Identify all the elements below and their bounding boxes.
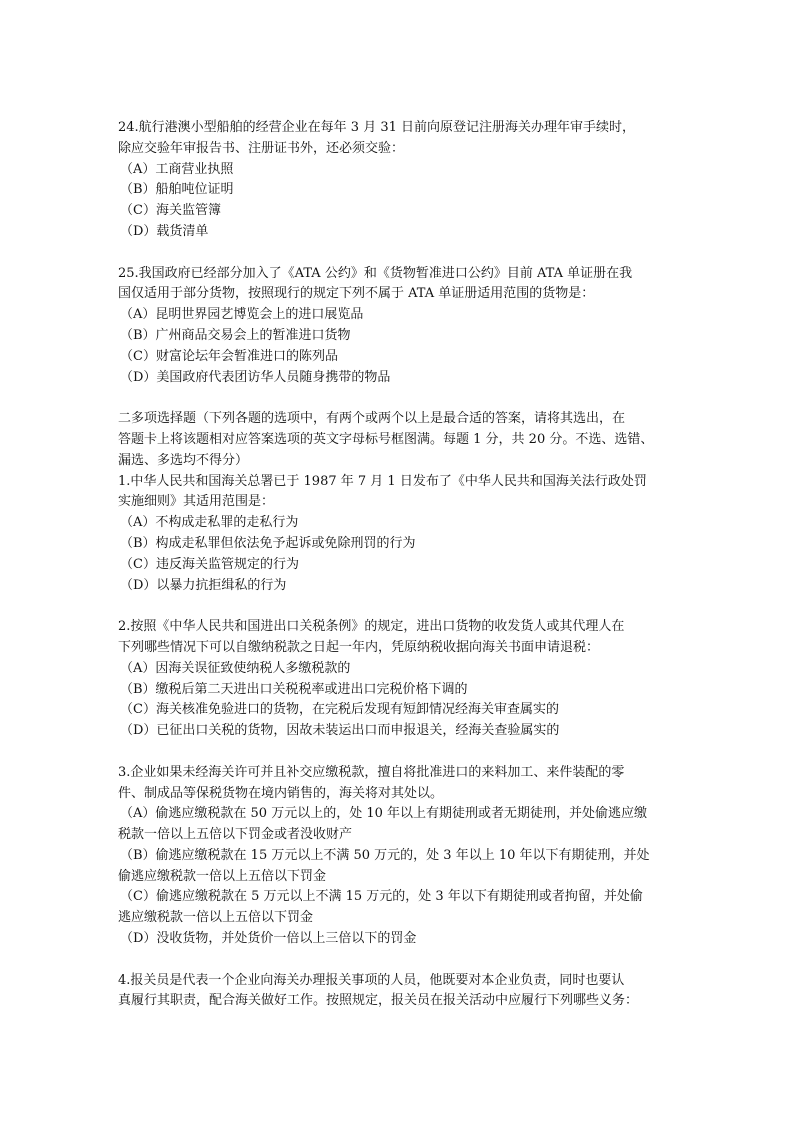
question-24-option-b: （B）船舶吨位证明 <box>120 182 234 198</box>
multi-question-1-option-c: （C）违反海关监管规定的行为 <box>120 556 299 572</box>
question-25-stem-line: 25.我国政府已经部分加入了《ATA 公约》和《货物暂准进口公约》目前 ATA 单证册在我 <box>118 265 633 281</box>
section-2-line: 答题卡上将该题相对应答案选项的英文字母标号框图满。每题 1 分，共 20 分。不选、选错、 <box>118 431 654 447</box>
section-2-line: 漏选、多选均不得分） <box>118 452 249 468</box>
question-25-option-b: （B）广州商品交易会上的暂准进口货物 <box>120 327 351 343</box>
question-24 <box>118 118 678 243</box>
question-24-option-a: （A）工商营业执照 <box>120 161 234 177</box>
question-24-option-d: （D）载货清单 <box>120 223 209 239</box>
multi-question-2-stem-line: 下列哪些情况下可以自缴纳税款之日起一年内，凭原纳税收据向海关书面申请退税： <box>118 639 600 655</box>
multi-question-1-stem-line: 1.中华人民共和国海关总署已于 1987 年 7 月 1 日发布了《中华人民共和国海关法行政处罚 <box>118 473 647 489</box>
multi-question-2-option-d: （D）已征出口关税的货物，因故未装运出口而申报退关，经海关查验属实的 <box>120 723 560 739</box>
multi-question-1-option-d: （D）以暴力抗拒缉私的行为 <box>120 577 287 593</box>
multi-question-2-option-a: （A）因海关误征致使纳税人多缴税款的 <box>120 660 351 676</box>
multi-question-2-option-b: （B）缴税后第二天进出口关税税率或进出口完税价格下调的 <box>120 681 468 697</box>
multi-question-1-option-a: （A）不构成走私罪的走私行为 <box>120 515 299 531</box>
multi-question-3-option-b-cont: 偷逃应缴税款一倍以上五倍以下罚金 <box>118 868 327 884</box>
multi-question-2 <box>118 617 678 742</box>
question-25-option-d: （D）美国政府代表团访华人员随身携带的物品 <box>120 369 391 385</box>
question-24-stem-line: 除应交验年审报告书、注册证书外，还必须交验： <box>118 140 405 156</box>
section-2-instructions <box>118 409 678 471</box>
document-page <box>118 118 678 1012</box>
spacer <box>118 596 678 617</box>
multi-question-3-option-b: （B）偷逃应缴税款在 15 万元以上不满 50 万元的，处 3 年以上 10 年以下有期徒刑，并处 <box>120 847 650 863</box>
question-24-stem-line: 24.航行港澳小型船舶的经营企业在每年 3 月 31 日前向原登记注册海关办理年审手续时， <box>118 120 636 135</box>
question-24-option-c: （C）海关监管簿 <box>120 203 221 219</box>
spacer <box>118 243 678 264</box>
question-25 <box>118 264 678 389</box>
multi-question-3-stem-line: 3.企业如果未经海关许可并且补交应缴税款，擅自将批准进口的来料加工、来件装配的零 <box>118 764 625 780</box>
multi-question-3 <box>118 763 678 950</box>
spacer <box>118 388 678 409</box>
multi-question-2-option-c: （C）海关核准免验进口的货物，在完税后发现有短卸情况经海关审查属实的 <box>120 702 559 718</box>
multi-question-4 <box>118 971 678 1013</box>
multi-question-3-option-d: （D）没收货物，并处货价一倍以上三倍以下的罚金 <box>120 931 417 947</box>
multi-question-1 <box>118 472 678 597</box>
multi-question-1-option-b: （B）构成走私罪但依法免予起诉或免除刑罚的行为 <box>120 535 416 551</box>
multi-question-3-option-a: （A）偷逃应缴税款在 50 万元以上的，处 10 年以上有期徒刑或者无期徒刑，并处偷逃应缴 <box>120 806 648 822</box>
multi-question-2-stem-line: 2.按照《中华人民共和国进出口关税条例》的规定，进出口货物的收发货人或其代理人在 <box>118 619 625 635</box>
spacer <box>118 950 678 971</box>
question-25-option-c: （C）财富论坛年会暂准进口的陈列品 <box>120 348 338 364</box>
multi-question-3-option-c-cont: 逃应缴税款一倍以上五倍以下罚金 <box>118 910 314 926</box>
question-25-option-a: （A）昆明世界园艺博览会上的进口展览品 <box>120 307 364 323</box>
multi-question-3-option-c: （C）偷逃应缴税款在 5 万元以上不满 15 万元的，处 3 年以下有期徒刑或者拘留，并处偷 <box>120 889 643 905</box>
multi-question-3-stem-line: 件、制成品等保税货物在境内销售的，海关将对其处以。 <box>118 785 444 801</box>
multi-question-4-stem-line: 真履行其职责，配合海关做好工作。按照规定，报关员在报关活动中应履行下列哪些义务： <box>118 993 639 1009</box>
multi-question-1-stem-line: 实施细则》其适用范围是： <box>118 494 275 510</box>
question-25-stem-line: 国仅适用于部分货物，按照现行的规定下列不属于 ATA 单证册适用范围的货物是： <box>118 286 595 302</box>
multi-question-3-option-a-cont: 税款一倍以上五倍以下罚金或者没收财产 <box>118 827 353 843</box>
section-2-line: 二多项选择题（下列各题的选项中，有两个或两个以上是最合适的答案，请将其选出，在 <box>118 411 626 427</box>
multi-question-4-stem-line: 4.报关员是代表一个企业向海关办理报关事项的人员，他既要对本企业负责，同时也要认 <box>118 972 625 988</box>
spacer <box>118 742 678 763</box>
